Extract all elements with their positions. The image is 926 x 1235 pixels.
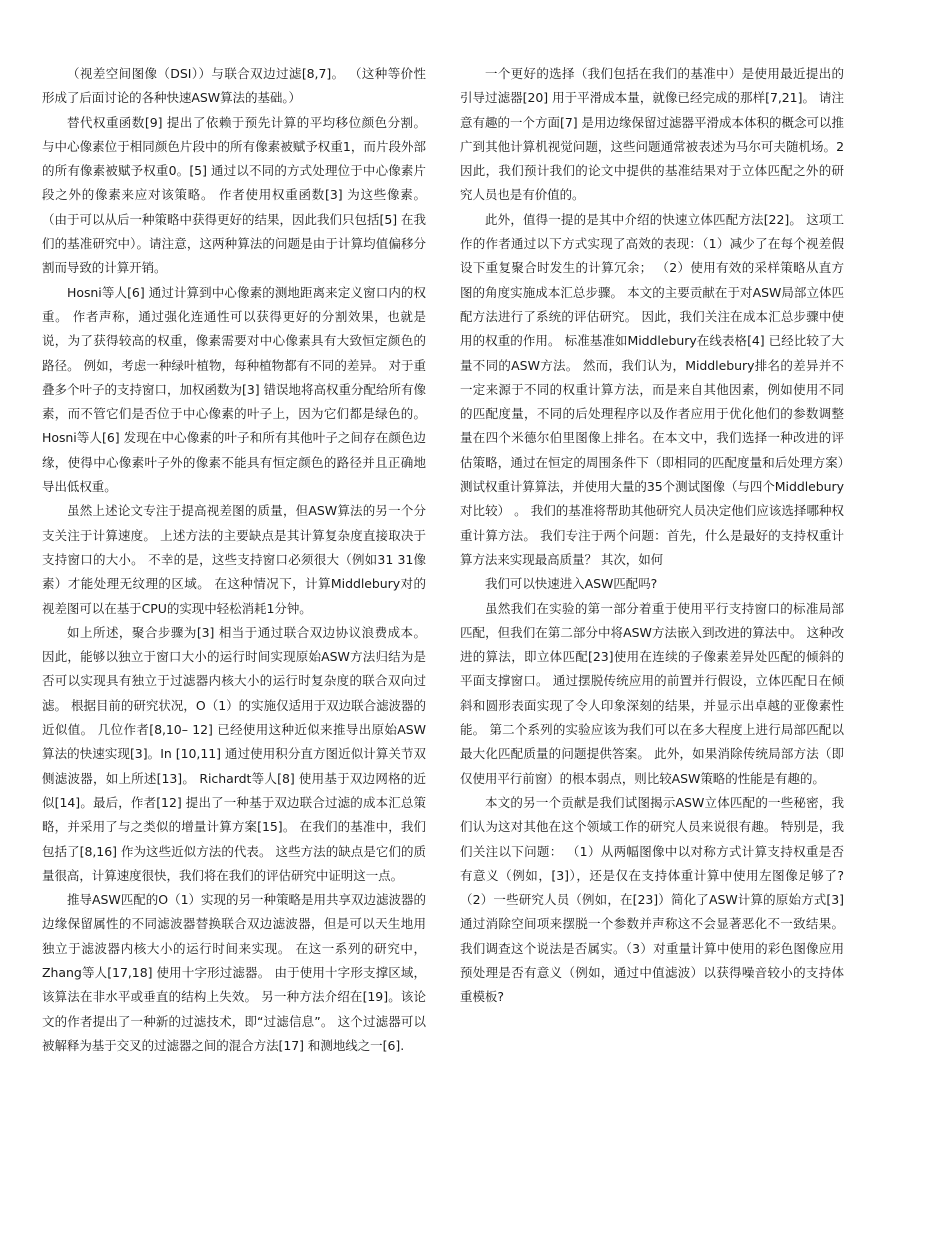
paragraph: （视差空间图像（DSI））与联合双边过滤[8,7]。 （这种等价性形成了后面讨论的各种快速ASW算法的基础。） (42, 66, 426, 106)
paragraph: 替代权重函数[9] 提出了依赖于预先计算的平均移位颜色分割。 与中心像素位于相同颜色片段中的所有像素被赋予权重1，而片段外部的所有像素被赋予权重0。[5] 通过以不同的方式处理位于中心像素片段之外的像素来应对该策略。 作者使用权重函数[3] 为这些像素。 （由于可以从后一种策略中获得更好的结果，因此我们只包括[5] 在我们的基准研究中）。请注意，这两种算法的问题是由于计算均值偏移分割而导致的计算开销。 (42, 114, 426, 276)
paragraph: 虽然上述论文专注于提高视差图的质量，但ASW算法的另一个分支关注于计算速度。 上述方法的主要缺点是其计算复杂度直接取决于支持窗口的大小。 不幸的是，这些支持窗口必须很大（例如31 31像素）才能处理无纹理的区域。 在这种情况下，计算Middlebury对的视差图可以在基于CPU的实现中轻松消耗1分钟。 (42, 503, 426, 616)
paragraph: 虽然我们在实验的第一部分着重于使用平行支持窗口的标准局部匹配，但我们在第二部分中将ASW方法嵌入到改进的算法中。 这种改进的算法，即立体匹配[23]使用在连续的子像素差异处匹配的倾斜的平面支撑窗口。 通过摆脱传统应用的前置并行假设，立体匹配日在倾斜和圆形表面实现了令人印象深刻的结果，并显示出卓越的亚像素性能。 第二个系列的实验应该为我们可以在多大程度上进行局部匹配以最大化匹配质量的问题提供答案。 此外，如果消除传统局部方法（即仅使用平行前窗）的根本弱点，则比较ASW策略的性能是有趣的。 (460, 600, 844, 786)
right-column (460, 62, 844, 1010)
left-column (42, 62, 426, 1058)
paragraph: 一个更好的选择（我们包括在我们的基准中）是使用最近提出的引导过滤器[20] 用于平滑成本量，就像已经完成的那样[7,21]。 请注意有趣的一个方面[7] 是用边缘保留过滤器平滑成本体积的概念可以推广到其他计算机视觉问题，这些问题通常被表述为马尔可夫随机场。2 因此，我们预计我们的论文中提供的基准结果对于立体匹配之外的研究人员也是有价值的。 (460, 66, 844, 203)
paragraph: 我们可以快速进入ASW匹配吗? (485, 576, 658, 592)
paragraph: Hosni等人[6] 通过计算到中心像素的测地距离来定义窗口内的权重。 作者声称，通过强化连通性可以获得更好的分割效果，也就是说，为了获得较高的权重，像素需要对中心像素具有大致恒定颜色的路径。 例如，考虑一种绿叶植物，每种植物都有不同的差异。 对于重叠多个叶子的支持窗口，加权函数为[3] 错误地将高权重分配给所有像素，而不管它们是否位于中心像素的叶子上，因为它们都是绿色的。 Hosni等人[6] 发现在中心像素的叶子和所有其他叶子之间存在颜色边缘，使得中心像素叶子外的像素不能具有恒定颜色的路径并且正确地导出低权重。 (42, 284, 426, 495)
paragraph: 如上所述，聚合步骤为[3] 相当于通过联合双边协议浪费成本。 因此，能够以独立于窗口大小的运行时间实现原始ASW方法归结为是否可以实现具有独立于过滤器内核大小的运行时复杂度的联合双向过滤。 根据目前的研究状况，O（1）的实施仅适用于双边联合滤波器的近似值。 几位作者[8,10– 12] 已经使用这种近似来推导出原始ASW算法的快速实现[3]。In [10,11] 通过使用积分直方图近似计算关节双侧滤波器，如上所述[13]。 Richardt等人[8] 使用基于双边网格的近似[14]。最后，作者[12] 提出了一种基于双边联合过滤的成本汇总策略，并采用了与之类似的增量计算方案[15]。 在我们的基准中，我们包括了[8,16] 作为这些近似方法的代表。 这些方法的缺点是它们的质量很高，计算速度很快，我们将在我们的评估研究中证明这一点。 (42, 624, 426, 883)
paragraph: 推导ASW匹配的O（1）实现的另一种策略是用共享双边滤波器的边缘保留属性的不同滤波器替换联合双边滤波器，但是可以天生地用独立于滤波器内核大小的运行时间来实现。 在这一系列的研究中，Zhang等人[17,18] 使用十字形过滤器。 由于使用十字形支撑区域，该算法在非水平或垂直的结构上失效。 另一种方法介绍在[19]。该论文的作者提出了一种新的过滤技术，即“过滤信息”。 这个过滤器可以被解释为基于交叉的过滤器之间的混合方法[17] 和测地线之一[6]. (42, 892, 426, 1053)
paragraph: 此外，值得一提的是其中介绍的快速立体匹配方法[22]。 这项工作的作者通过以下方式实现了高效的表现：（1）减少了在每个视差假设下重复聚合时发生的计算冗余； （2）使用有效的采样策略从直方图的角度实施成本汇总步骤。 本文的主要贡献在于对ASW局部立体匹配方法进行了系统的评估研究。 因此，我们关注在成本汇总步骤中使用的权重的作用。 标准基准如Middlebury在线表格[4] 已经比较了大量不同的ASW方法。 然而，我们认为，Middlebury排名的差异并不一定来源于不同的权重计算方法，而是来自其他因素，例如使用不同的匹配度量，不同的后处理程序以及作者应用于优化他们的参数调整量在四个米德尔伯里图像上排名。在本文中，我们选择一种改进的评估策略，通过在恒定的周围条件下（即相同的匹配度量和后处理方案）测试权重计算算法，并使用大量的35个测试图像（与四个Middlebury对比较） 。 我们的基准将帮助其他研究人员决定他们应该选择哪种权重计算方法。 我们专注于两个问题：首先，什么是最好的支持权重计算方法来实现最高质量？ 其次，如何 (460, 211, 844, 567)
paragraph: 本文的另一个贡献是我们试图揭示ASW立体匹配的一些秘密，我们认为这对其他在这个领域工作的研究人员来说很有趣。 特别是，我们关注以下问题： （1）从两幅图像中以对称方式计算支持权重是否有意义（例如，[3]），还是仅在支持体重计算中使用左图像足够了? （2）一些研究人员（例如，在[23]）简化了ASW计算的原始方式[3] 通过消除空间项来摆脱一个参数并声称这不会显著恶化不一致结果。我们调查这个说法是否属实。（3）对重量计算中使用的彩色图像应用预处理是否有意义（例如，通过中值滤波）以获得噪音较小的支持体重模板? (460, 794, 844, 1005)
